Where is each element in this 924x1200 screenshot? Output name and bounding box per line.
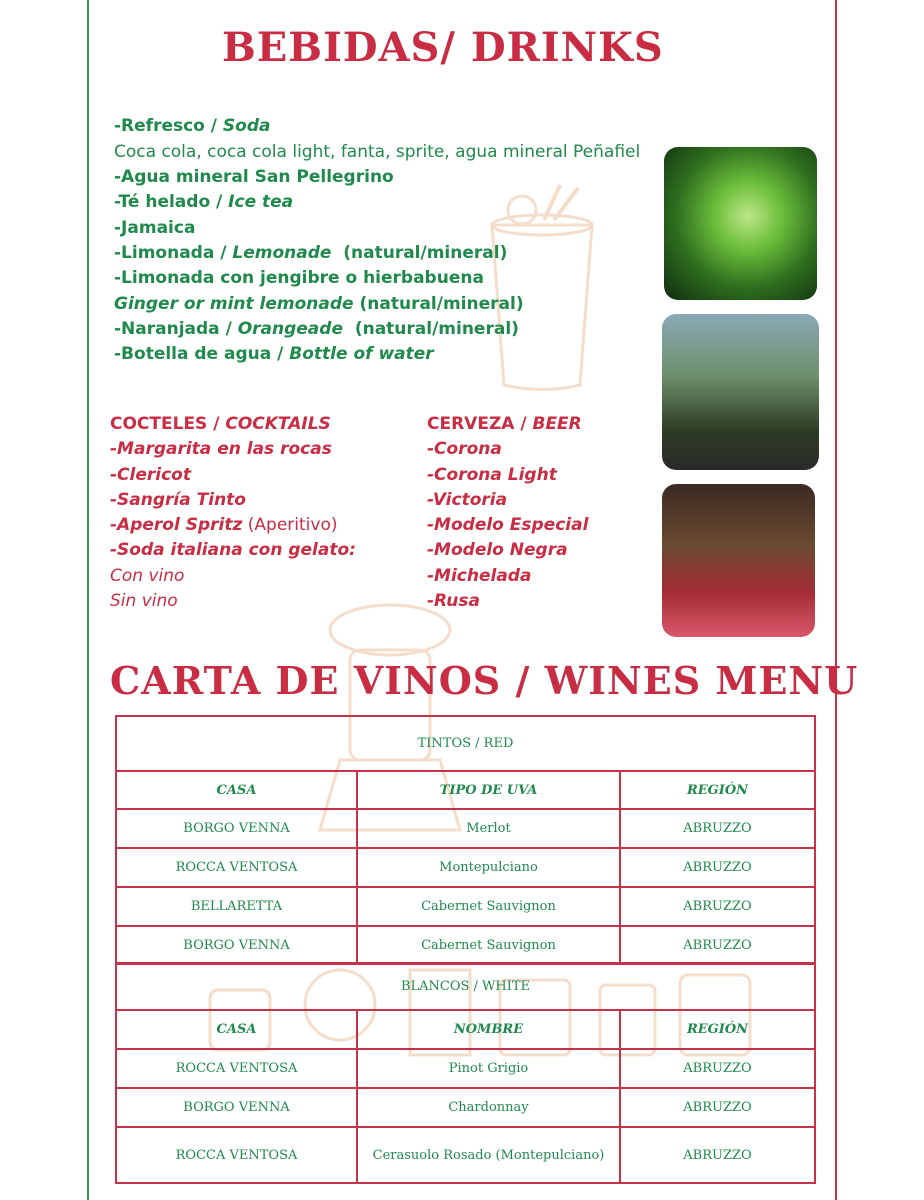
aperol-spritz-photo <box>662 314 819 470</box>
white-wines-header-row <box>116 963 815 1010</box>
beer-item: -Corona Light <box>427 464 557 485</box>
column-header: CASA <box>116 1010 357 1049</box>
table-cell: BORGO VENNA <box>116 926 357 964</box>
table-cell: Chardonnay <box>357 1088 620 1127</box>
lemonade-line: -Limonada / Lemonade (natural/mineral) <box>114 243 508 263</box>
beer-item: -Victoria <box>427 489 508 510</box>
ice-tea-line: -Té helado / Ice tea <box>114 192 294 212</box>
table-row <box>116 1049 815 1088</box>
red-wines-table <box>115 715 816 965</box>
column-header: REGIÓN <box>620 771 815 809</box>
cocktail-item: -Aperol Spritz (Aperitivo) <box>110 515 338 536</box>
beer-item: -Rusa <box>427 591 480 612</box>
table-row <box>116 1127 815 1183</box>
table-cell: ABRUZZO <box>620 809 815 848</box>
ginger-lemonade-line: -Limonada con jengibre o hierbabuena <box>114 268 484 288</box>
drinks-title: BEBIDAS/ DRINKS <box>222 24 664 71</box>
cocktail-item: -Soda italiana con gelato: <box>110 540 356 561</box>
table-row <box>116 1088 815 1127</box>
soda-line: -Refresco / Soda <box>114 116 271 136</box>
cocktail-item: -Margarita en las rocas <box>110 439 332 460</box>
orangeade-line: -Naranjada / Orangeade (natural/mineral) <box>114 319 519 339</box>
mojito-photo <box>664 147 817 300</box>
soda-description: Coca cola, coca cola light, fanta, sprite, agua mineral Peñafiel <box>114 142 641 162</box>
beer-item: -Modelo Negra <box>427 540 568 561</box>
white-wines-header: BLANCOS / WHITE <box>116 963 815 1010</box>
cocktail-subitem: Con vino <box>110 565 185 586</box>
table-cell: BORGO VENNA <box>116 1088 357 1127</box>
table-cell: Pinot Grigio <box>357 1049 620 1088</box>
column-header: TIPO DE UVA <box>357 771 620 809</box>
table-cell: ABRUZZO <box>620 848 815 887</box>
beer-bottles-photo <box>662 484 815 637</box>
cocktail-subitem: Sin vino <box>110 591 178 612</box>
water-bottle-line: -Botella de agua / Bottle of water <box>114 344 434 364</box>
glass-sketch-icon <box>482 180 602 395</box>
beer-item: -Corona <box>427 439 502 460</box>
table-column-header-row <box>116 1010 815 1049</box>
beer-header: CERVEZA / BEER <box>427 414 582 434</box>
cocktails-header: COCTELES / COCKTAILS <box>110 414 331 434</box>
table-cell: ROCCA VENTOSA <box>116 1049 357 1088</box>
red-wines-header: TINTOS / RED <box>116 716 815 771</box>
right-border-line <box>835 0 837 1200</box>
table-row <box>116 926 815 964</box>
wines-title: CARTA DE VINOS / WINES MENU <box>110 658 859 703</box>
table-column-header-row <box>116 771 815 809</box>
beer-item: -Michelada <box>427 565 532 586</box>
pellegrino-line: -Agua mineral San Pellegrino <box>114 167 394 187</box>
table-cell: Cabernet Sauvignon <box>357 887 620 926</box>
table-cell: Montepulciano <box>357 848 620 887</box>
table-cell: Cerasuolo Rosado (Montepulciano) <box>357 1127 620 1183</box>
ginger-lemonade-english-line: Ginger or mint lemonade (natural/mineral) <box>114 294 524 314</box>
table-cell: ABRUZZO <box>620 1088 815 1127</box>
table-cell: ROCCA VENTOSA <box>116 848 357 887</box>
white-wines-table <box>115 962 816 1184</box>
column-header: NOMBRE <box>357 1010 620 1049</box>
table-cell: ABRUZZO <box>620 926 815 964</box>
red-wines-header-row <box>116 716 815 771</box>
cocktail-item: -Sangría Tinto <box>110 489 246 510</box>
table-row <box>116 887 815 926</box>
table-cell: ABRUZZO <box>620 1127 815 1183</box>
cocktails-list <box>110 412 356 614</box>
table-cell: BELLARETTA <box>116 887 357 926</box>
table-row <box>116 809 815 848</box>
table-cell: ROCCA VENTOSA <box>116 1127 357 1183</box>
column-header: CASA <box>116 771 357 809</box>
cocktail-item: -Clericot <box>110 464 191 485</box>
table-cell: Merlot <box>357 809 620 848</box>
table-cell: ABRUZZO <box>620 887 815 926</box>
table-cell: BORGO VENNA <box>116 809 357 848</box>
table-cell: ABRUZZO <box>620 1049 815 1088</box>
table-cell: Cabernet Sauvignon <box>357 926 620 964</box>
table-row <box>116 848 815 887</box>
left-border-line <box>87 0 89 1200</box>
beer-list <box>427 412 588 614</box>
beer-item: -Modelo Especial <box>427 515 589 536</box>
column-header: REGIÓN <box>620 1010 815 1049</box>
jamaica-line: -Jamaica <box>114 218 196 238</box>
